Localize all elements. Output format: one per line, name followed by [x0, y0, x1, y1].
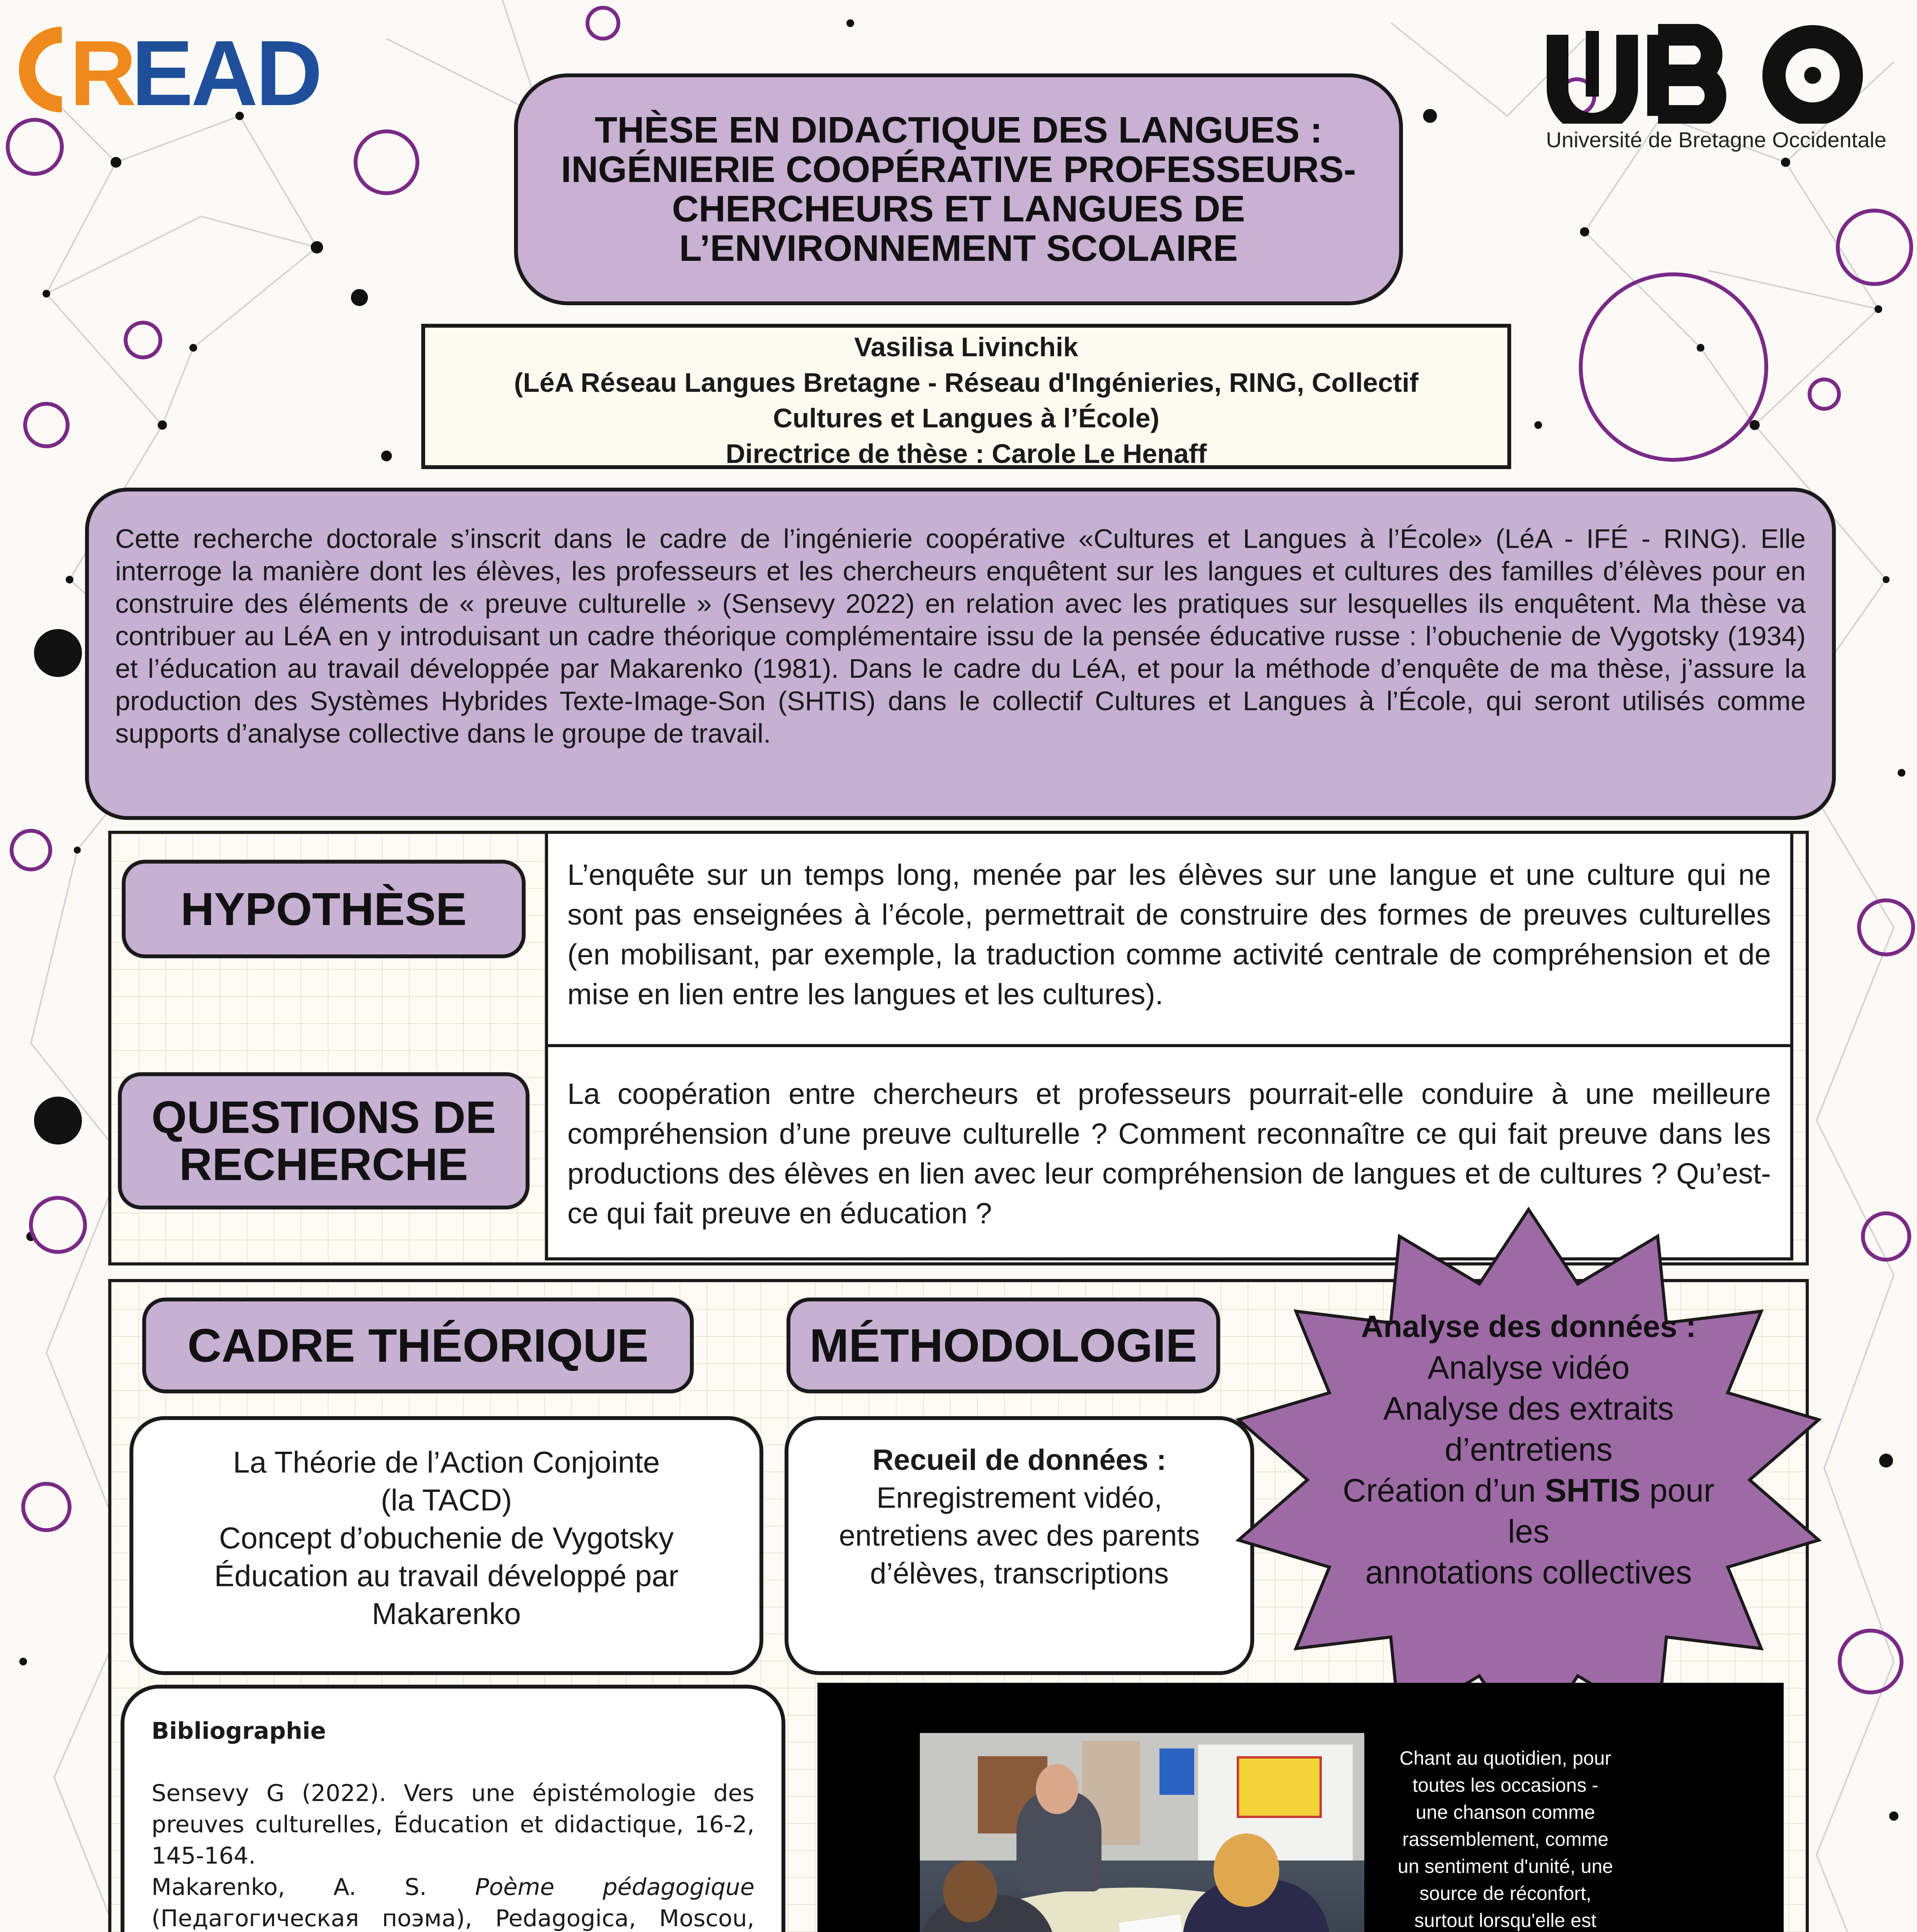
questions-label-line1: QUESTIONS DE: [151, 1092, 496, 1143]
data-collection-box: [785, 1416, 1254, 1675]
methodology-label-text: MÉTHODOLOGIE: [809, 1319, 1197, 1372]
classroom-scene: [920, 1733, 1364, 1932]
author-box: [421, 324, 1511, 469]
analysis-title: Analyse des données :: [1361, 1309, 1696, 1344]
questions-label-line2: RECHERCHE: [179, 1139, 468, 1190]
author-affiliation: (LéA Réseau Langues Bretagne - Réseau d'Ingénieries, RING, Collectif Cultures et Langues à l’École): [514, 367, 1419, 433]
hypothesis-text: L’enquête sur un temps long, menée par les élèves sur une langue et une culture qui ne sont pas enseignées à l’école, permettrait de construire des formes de preuves culturelles (en mobilisant, par exemple, la traduction comme activité centrale de compréhension et de mise en lien entre les langues et les cultures).: [567, 859, 1771, 1011]
theory-box: [129, 1416, 763, 1675]
cread-logo: [4, 19, 390, 120]
data-collection-line: entretiens avec des parents: [839, 1519, 1200, 1552]
video-caption: Chant au quotidien, pour toutes les occasions - une chanson comme rassemblement, comme un sentiment d'unité, une source de réconfort, surtout lorsqu'elle est: [1398, 1747, 1613, 1931]
theory-line: Makarenko: [372, 1597, 521, 1631]
theory-line: La Théorie de l’Action Conjointe: [233, 1445, 660, 1479]
theory-line: (la TACD): [381, 1483, 512, 1517]
bibliography-box: [121, 1685, 785, 1932]
questions-label: [118, 1072, 529, 1209]
analysis-line: les: [1508, 1513, 1549, 1549]
hypothesis-label-text: HYPOTHÈSE: [180, 883, 467, 935]
svg-text:EAD: EAD: [131, 21, 320, 120]
theory-label-text: CADRE THÉORIQUE: [187, 1319, 649, 1372]
svg-text:R: R: [70, 21, 133, 120]
analysis-line: Analyse des extraits: [1383, 1390, 1674, 1427]
hypothesis-textbox: [545, 831, 1793, 1047]
abstract-text: Cette recherche doctorale s’inscrit dans le cadre de l’ingénierie coopérative «Cultures et Langues à l’École» (LéA - IFÉ - RING). Elle interroge la manière dont les élèves, les professeurs et les chercheurs enquêtent sur les langues et cultures des familles d’élèves pour en construire des éléments de « preuve culturelle » (Sensevy 2022) en relation avec les pratiques sur lesquelles ils enquêtent. Ma thèse va contribuer au LéA en y introduisant un cadre théorique complémentaire issu de la pensée éducative russe : l’obuchenie de Vygotsky (1934) et l’éducation au travail développée par Makarenko (1981). Dans le cadre du LéA, et pour la méthode d’enquête de ma thèse, j’assure la production des Systèmes Hybrides Texte-Image-Son (SHTIS) dans le collectif Cultures et Langues à l’École, qui seront utilisés comme supports d’analyse collective dans le groupe de travail.: [115, 524, 1806, 748]
ubo-logo-mark: [1546, 23, 1894, 124]
poster-title-box: [514, 73, 1403, 305]
bibliography-title: Bibliographie: [152, 1718, 326, 1745]
thesis-director: Directrice de thèse : Carole Le Henaff: [725, 439, 1207, 469]
abstract-box: [85, 488, 1836, 820]
author-name: Vasilisa Livinchik: [854, 332, 1078, 362]
video-player[interactable]: [817, 1683, 1784, 1932]
data-collection-line: d’élèves, transcriptions: [870, 1557, 1169, 1590]
analysis-line: d’entretiens: [1444, 1431, 1613, 1468]
questions-text: La coopération entre chercheurs et professeurs pourrait-elle conduire à une meilleure compréhension d’une preuve culturelle ? Comment reconnaître ce qui fait preuve dans les productions des élèves en lien avec leur compréhension de langues et de cultures ? Qu’est-ce qui fait preuve en éducation ?: [567, 1078, 1771, 1230]
theory-line: Éducation au travail développé par: [214, 1559, 679, 1593]
theory-label: [142, 1298, 694, 1393]
analysis-line: Création d’un SHTIS pour: [1343, 1472, 1714, 1509]
cread-logo-graphic: [4, 19, 390, 120]
hypothesis-label: [122, 860, 526, 958]
data-collection-line: Enregistrement vidéo,: [876, 1481, 1163, 1514]
ubo-subtitle: Université de Bretagne Occidentale: [1546, 128, 1886, 152]
bibliography-entry: Makarenko, A. S. Poème pédagogique (Педагогическая поэма), Pedagogica, Moscou,: [152, 1874, 754, 1932]
bibliography-entry: Sensevy G (2022). Vers une épistémologie des preuves culturelles, Éducation et didactique, 16-2, 145-164.: [152, 1780, 754, 1869]
analysis-line: Analyse vidéo: [1427, 1349, 1630, 1386]
data-collection-title: Recueil de données :: [872, 1444, 1166, 1476]
analysis-line: annotations collectives: [1365, 1554, 1692, 1590]
poster-title: THÈSE EN DIDACTIQUE DES LANGUES : INGÉNIERIE COOPÉRATIVE PROFESSEURS-CHERCHEURS ET LANGUES DE L’ENVIRONNEMENT SCOLAIRE: [561, 109, 1356, 269]
video-frame[interactable]: [920, 1733, 1364, 1932]
methodology-label: [787, 1298, 1220, 1393]
theory-line: Concept d’obuchenie de Vygotsky: [219, 1521, 674, 1555]
ubo-logo: [1546, 23, 1894, 162]
analysis-text: [1310, 1306, 1747, 1593]
